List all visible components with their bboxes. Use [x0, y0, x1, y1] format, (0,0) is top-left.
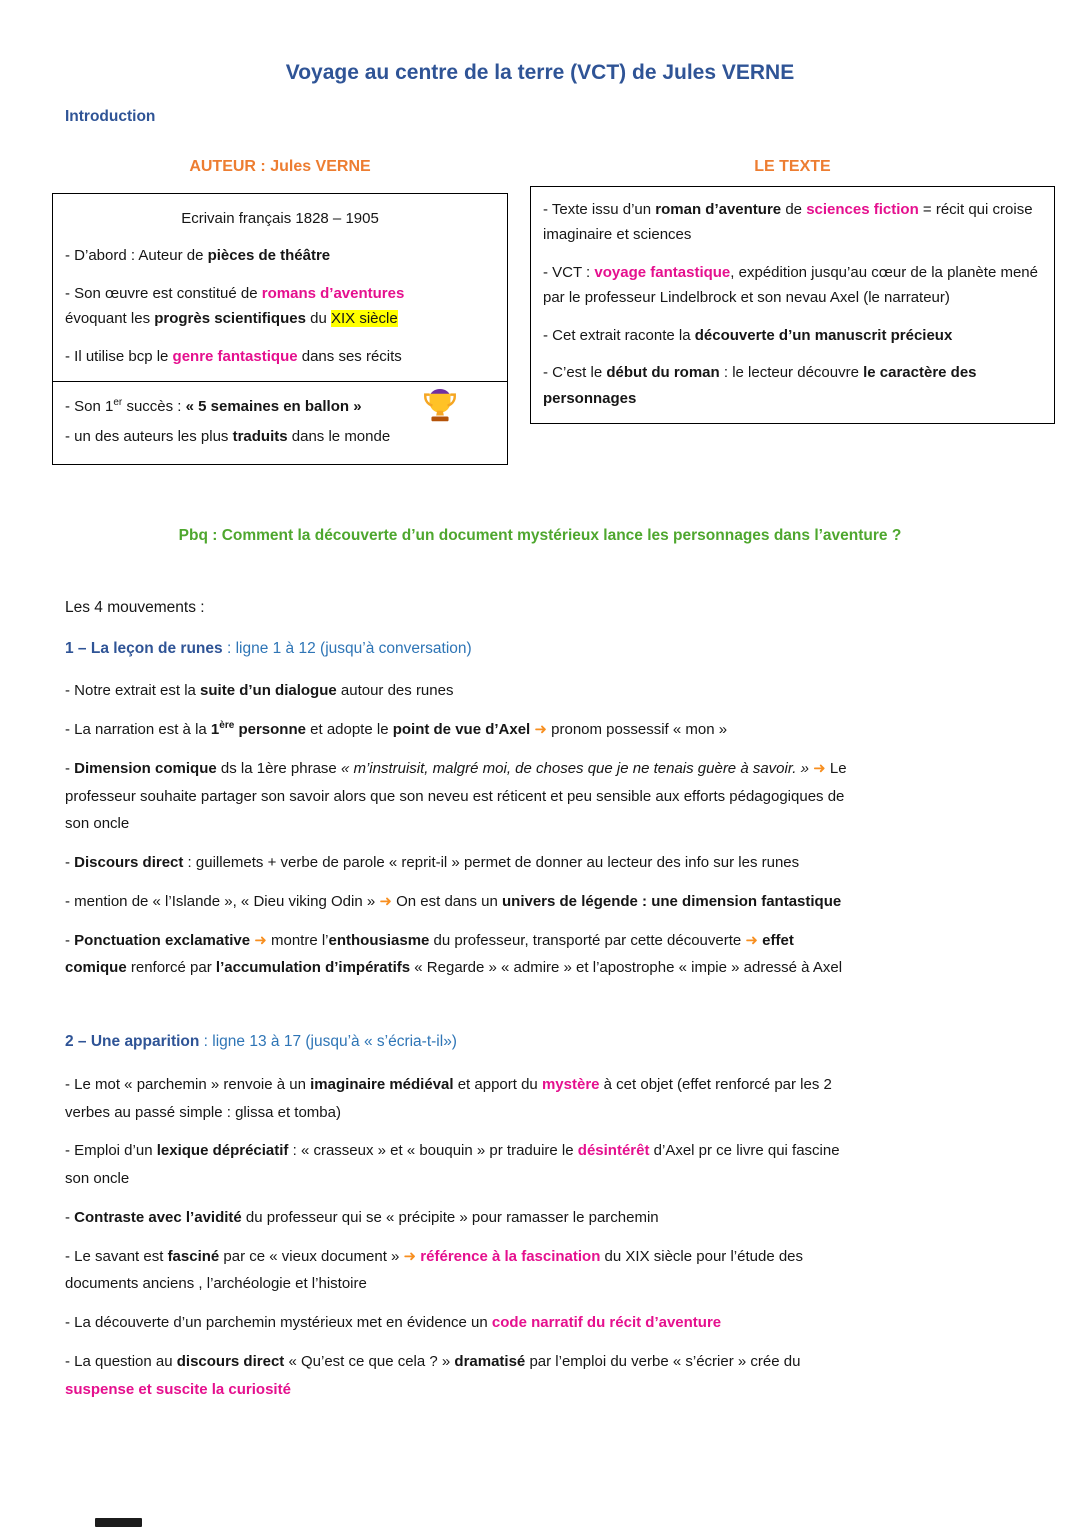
paragraph: - Ponctuation exclamative ➜ montre l’enthousiasme du professeur, transporté par cette découverte ➜ effet comique renforcé par l’accumulation d’impératifs « Regarde » « admire » et l’apostrophe « impie » adressé à Axel — [65, 931, 843, 977]
paragraph: - Texte issu d’un roman d’aventure de sciences fiction = récit qui croise imaginaire et sciences — [543, 200, 1033, 244]
paragraph: - Contraste avec l’avidité du professeur qui se « précipite » pour ramasser le parchemin — [65, 1208, 659, 1226]
movements-label: Les 4 mouvements : — [65, 598, 205, 616]
section-2-title-bold: 2 – Une apparition — [65, 1033, 200, 1051]
paragraph: - Le savant est fasciné par ce « vieux document » ➜ référence à la fascination du XIX siècle pour l’étude des documents anciens , l’archéologie et l’histoire — [65, 1247, 804, 1293]
section-1-title-range: : ligne 1 à 12 (jusqu’à conversation) — [222, 639, 472, 657]
author-life-dates: Ecrivain français 1828 – 1905 — [181, 209, 379, 227]
paragraph: - Le mot « parchemin » renvoie à un imaginaire médiéval et apport du mystère à cet objet (effet renforcé par les 2 verbes au passé simple : glissa et tomba) — [65, 1075, 832, 1121]
paragraph: - Notre extrait est la suite d’un dialogue autour des runes — [65, 682, 454, 700]
author-success-box — [52, 381, 508, 465]
paragraph: - un des auteurs les plus traduits dans le monde — [65, 428, 391, 446]
texte-column — [530, 156, 1055, 464]
section-2-title-range: : ligne 13 à 17 (jusqu’à « s’écria-t-il») — [199, 1033, 457, 1051]
section-runes — [65, 637, 1015, 983]
section-2-title — [65, 1030, 1015, 1055]
paragraph: - Discours direct : guillemets + verbe de parole « reprit-il » permet de donner au lecteur des info sur les runes — [65, 854, 800, 872]
texte-box — [530, 186, 1055, 425]
paragraph: - Emploi d’un lexique dépréciatif : « crasseux » et « bouquin » pr traduire le désintérêt d’Axel pr ce livre qui fascine son oncle — [65, 1142, 840, 1188]
author-main-box — [52, 193, 508, 383]
paragraph: - La découverte d’un parchemin mystérieux met en évidence un code narratif du récit d’aventure — [65, 1314, 722, 1332]
paragraph: - VCT : voyage fantastique, expédition jusqu’au cœur de la planète mené par le professeur Lindelbrock et son nevau Axel (le narrateur) — [543, 263, 1038, 307]
trophy-icon — [421, 388, 459, 426]
next-page-edge — [95, 1518, 142, 1527]
texte-column-header: LE TEXTE — [754, 158, 831, 176]
paragraph: - Dimension comique ds la 1ère phrase « m’instruisit, malgré moi, de choses que je ne tenais guère à savoir. » ➜ Le professeur souhaite partager son savoir alors que son neveu est réticent et peu sensible aux efforts pédagogiques de son oncle — [65, 759, 847, 833]
section-1-title — [65, 637, 1015, 662]
author-column — [52, 156, 508, 464]
top-columns — [52, 156, 1055, 464]
paragraph: - La question au discours direct « Qu’est ce que cela ? » dramatisé par l’emploi du verbe « s’écrier » crée du suspense et suscite la curiosité — [65, 1352, 801, 1398]
paragraph: - Son 1er succès : « 5 semaines en ballon » — [65, 396, 362, 415]
document-title: Voyage au centre de la terre (VCT) de Jules VERNE — [285, 61, 795, 84]
paragraph: - Cet extrait raconte la découverte d’un manuscrit précieux — [543, 326, 953, 344]
paragraph: - Il utilise bcp le genre fantastique dans ses récits — [65, 347, 402, 365]
author-column-header: AUTEUR : Jules VERNE — [189, 158, 371, 176]
paragraph: - mention de « l’Islande », « Dieu viking Odin » ➜ On est dans un univers de légende : une dimension fantastique — [65, 892, 842, 910]
problematique: Pbq : Comment la découverte d’un document mystérieux lance les personnages dans l’aventure ? — [178, 526, 902, 544]
paragraph: - Son œuvre est constitué de romans d’aventures évoquant les progrès scientifiques du XIX siècle — [65, 284, 405, 328]
paragraph: - C’est le début du roman : le lecteur découvre le caractère des personnages — [543, 364, 977, 407]
paragraph: - D’abord : Auteur de pièces de théâtre — [65, 247, 331, 265]
section-apparition — [65, 1030, 1015, 1403]
paragraph: - La narration est à la 1ère personne et adopte le point de vue d’Axel ➜ pronom possessif « mon » — [65, 720, 728, 739]
introduction-heading: Introduction — [65, 108, 156, 126]
section-1-title-bold: 1 – La leçon de runes — [65, 639, 223, 657]
